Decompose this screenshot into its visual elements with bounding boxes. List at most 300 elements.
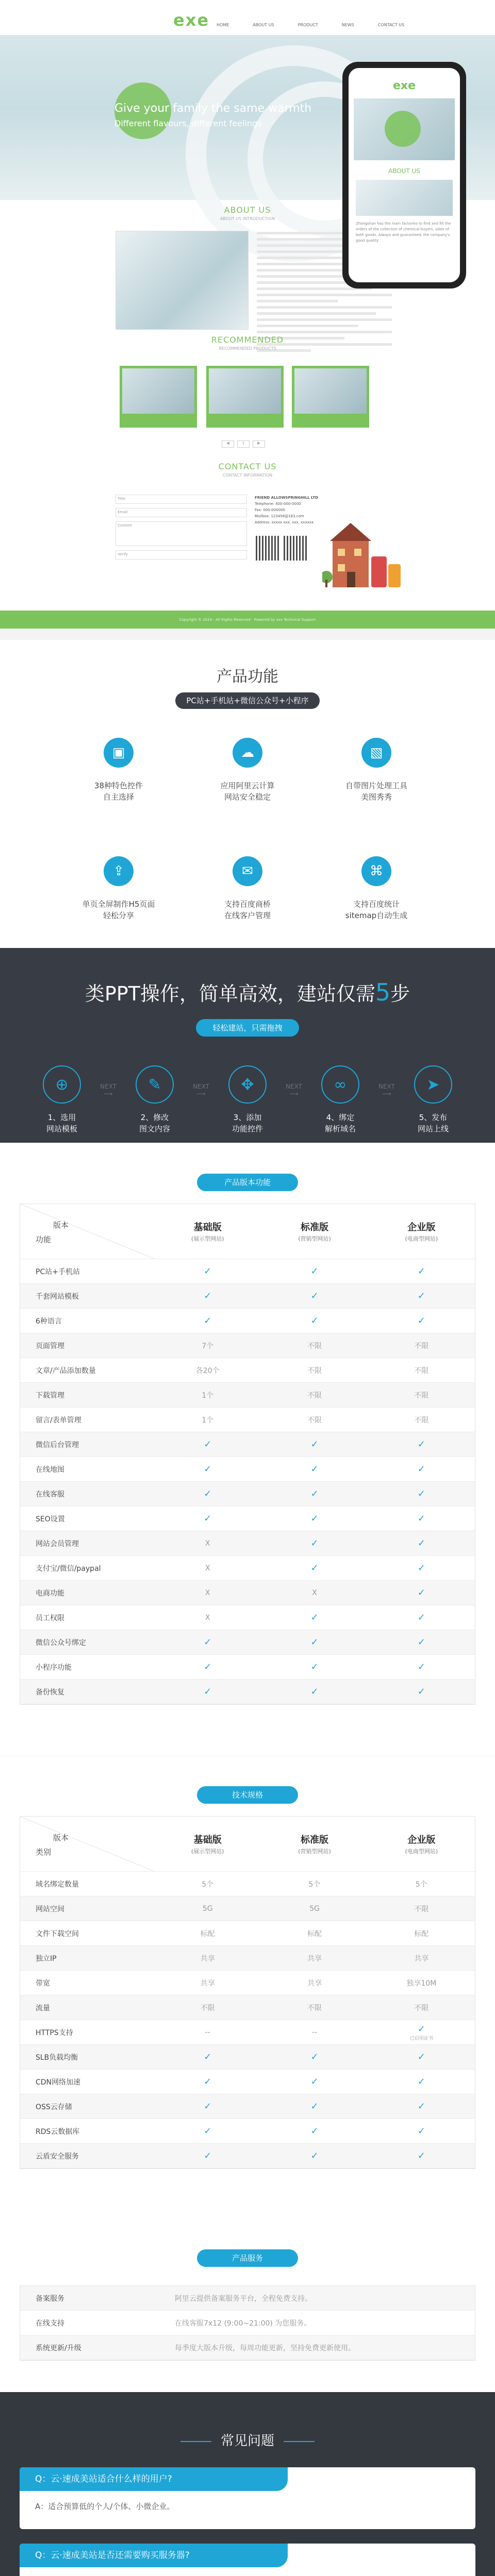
select-icon: ⊕	[43, 1065, 81, 1104]
cell-value: 共享	[414, 1954, 429, 1963]
table-row	[20, 1655, 475, 1680]
table-cell	[261, 1946, 368, 1971]
cell-value: 共享	[200, 1954, 215, 1963]
table-cell	[154, 2119, 261, 2144]
table-cell	[261, 1896, 368, 1921]
faq-answer: A：适合预算低的个人/个体、小微企业。	[35, 2502, 175, 2511]
preview-nav-item[interactable]: ABOUT US	[253, 23, 274, 27]
cloud-icon: ☁	[233, 738, 262, 768]
check-icon: ✓	[417, 1266, 425, 1277]
row-label	[20, 1946, 154, 1971]
feature-label: 单页全屏制作H5页面	[82, 900, 155, 909]
spec-section	[0, 1756, 495, 2209]
faq-title-text: 常见问题	[220, 2433, 274, 2449]
recommended-card[interactable]	[292, 366, 369, 428]
feature-label: 38种特色控件	[94, 781, 143, 790]
service-key: 系统更新/升级	[36, 2344, 81, 2352]
cell-value: 不限	[414, 1416, 429, 1425]
cell-value: 下载管理	[36, 1391, 64, 1400]
cell-value: 不限	[414, 1391, 429, 1400]
feature-label: 支持百度商桥	[224, 900, 271, 909]
sitemap-icon: ⌘	[361, 856, 391, 886]
plan-subtitle: (展示型网站)	[191, 1235, 224, 1242]
qr-code-image	[284, 536, 308, 561]
cell-value: 微信公众号绑定	[36, 1638, 86, 1647]
cell-value: 电商功能	[36, 1589, 64, 1598]
table-cell	[261, 1482, 368, 1506]
next-label: NEXT	[286, 1083, 302, 1090]
table-cell	[154, 2094, 261, 2119]
table-row	[20, 1309, 475, 1333]
check-icon: ✓	[417, 2023, 425, 2035]
table-cell	[154, 1284, 261, 1309]
check-icon: ✓	[310, 1291, 319, 1301]
row-label	[20, 1358, 154, 1383]
spec-table	[20, 1816, 475, 2169]
cell-value: X	[312, 1588, 317, 1597]
table-cell	[261, 1457, 368, 1482]
service-value: 在线客服7x12 (9:00~21:00) 为您服务。	[175, 2319, 311, 2328]
table-cell	[368, 1605, 475, 1630]
preview-nav-item[interactable]: PRODUCT	[298, 23, 318, 27]
table-cell	[261, 1655, 368, 1680]
row-label	[20, 2045, 154, 2070]
plan-column-header	[368, 1833, 475, 1855]
cell-value: 各20个	[195, 1366, 220, 1375]
cell-value: 1个	[202, 1391, 214, 1400]
cell-value: 5个	[308, 1880, 321, 1889]
row-label	[20, 1872, 154, 1896]
table-row	[20, 1506, 475, 1531]
preview-nav	[217, 23, 404, 27]
row-label	[20, 1457, 154, 1482]
cell-value: 文件下载空间	[36, 1929, 79, 1938]
features-badge: PC站+手机站+微信公众号+小程序	[175, 692, 320, 709]
table-cell	[154, 1630, 261, 1655]
step-number: 5、发布	[419, 1113, 448, 1122]
cell-value: 小程序功能	[36, 1663, 72, 1672]
step-label: 功能控件	[232, 1124, 263, 1133]
table-cell	[154, 1482, 261, 1506]
faq-question[interactable]: Q：云·速成美站适合什么样的用户?	[20, 2467, 288, 2491]
step-item	[217, 1065, 278, 1134]
table-cell	[154, 1995, 261, 2020]
cell-value: 7个	[202, 1342, 214, 1350]
row-label	[20, 2094, 154, 2119]
table-cell	[154, 1531, 261, 1556]
service-row	[20, 2311, 475, 2335]
table-cell	[154, 1971, 261, 1995]
version-title: 产品版本功能	[197, 1174, 298, 1191]
faq-item[interactable]	[20, 2467, 475, 2529]
cell-value: 5个	[415, 1880, 427, 1889]
cell-value: 云盾安全服务	[36, 2152, 79, 2161]
phone-hero	[354, 98, 455, 160]
table-cell	[368, 2045, 475, 2070]
table-cell	[261, 1333, 368, 1358]
cell-value: 文章/产品添加数量	[36, 1366, 96, 1375]
table-cell	[154, 1432, 261, 1457]
hero-headline: Give your family the same warmth	[114, 102, 312, 115]
faq-title	[0, 2430, 495, 2449]
table-row	[20, 1680, 475, 1704]
cell-value: 在线客服	[36, 1490, 64, 1499]
table-row	[20, 1995, 475, 2020]
faq-section	[0, 2392, 495, 2576]
share-icon: ⇪	[104, 856, 134, 886]
table-cell	[368, 1259, 475, 1284]
row-label	[20, 1556, 154, 1581]
faq-question[interactable]: Q：云·速成美站是否还需要购买服务器?	[20, 2544, 288, 2567]
check-icon: ✓	[310, 1513, 319, 1524]
table-cell	[368, 2119, 475, 2144]
recommended-card[interactable]	[206, 366, 284, 428]
form-verify-field[interactable]: Verify	[116, 550, 247, 560]
table-header-row	[20, 1204, 475, 1259]
info-line: Fax: 000-000000	[255, 508, 286, 512]
table-cell	[368, 1482, 475, 1506]
next-arrow: NEXT ⟶	[378, 1083, 395, 1097]
preview-recommended-sub: RECOMMENDED PRODUCTS	[219, 346, 276, 351]
info-line: Address: xxxxx xxx, xxx, xxxxxx	[255, 520, 314, 524]
cell-value: 备份恢复	[36, 1688, 64, 1697]
step-item	[31, 1065, 93, 1134]
plan-subtitle: (营销型网站)	[298, 1235, 331, 1242]
table-cell	[154, 1655, 261, 1680]
check-icon: ✓	[310, 2150, 319, 2161]
table-row	[20, 1581, 475, 1605]
step-item	[309, 1065, 371, 1134]
table-cell	[261, 1680, 368, 1704]
info-line: Telephone: 400-000-0000	[255, 502, 301, 506]
check-icon: ✓	[310, 1488, 319, 1499]
plan-subtitle: (营销型网站)	[298, 1848, 331, 1855]
cell-value: 流量	[36, 2004, 50, 2012]
table-cell	[154, 1556, 261, 1581]
edit-icon: ✎	[136, 1065, 174, 1104]
feature-item	[67, 738, 170, 803]
phone-about-text: Zhongshan has the main factories to find and fill the orders of the collection of chemical buyers, sales of both goods. Always and guaranteed, the company's good quality.	[356, 222, 451, 243]
preview-nav-item[interactable]: HOME	[217, 23, 229, 27]
preview-contact-title: CONTACT US	[218, 462, 277, 471]
header-diagonal-cell	[20, 1204, 154, 1259]
cell-value: 独立IP	[36, 1954, 57, 1963]
image-icon: ▧	[361, 738, 391, 768]
table-cell	[154, 1605, 261, 1630]
feature-sublabel: 在线客户管理	[224, 911, 271, 920]
cell-value: X	[205, 1564, 210, 1572]
check-icon: ✓	[204, 2101, 212, 2112]
check-icon: ✓	[310, 1266, 319, 1277]
page-number[interactable]: 1	[237, 440, 250, 448]
check-icon: ✓	[204, 1464, 212, 1475]
table-cell	[154, 1581, 261, 1605]
check-icon: ✓	[417, 2052, 425, 2062]
page-next-button[interactable]: ▶	[253, 440, 265, 448]
contact-info	[255, 495, 318, 526]
table-cell	[368, 1531, 475, 1556]
row-label	[20, 1921, 154, 1946]
feature-sublabel: 轻松分享	[103, 911, 134, 920]
check-icon: ✓	[310, 1612, 319, 1623]
service-title: 产品服务	[197, 2249, 298, 2267]
service-section	[0, 2209, 495, 2392]
cell-value: 不限	[307, 2004, 322, 2012]
feature-sublabel: sitemap自动生成	[345, 911, 408, 920]
next-label: NEXT	[100, 1083, 117, 1090]
cell-value: 标配	[200, 1929, 215, 1938]
row-label	[20, 1655, 154, 1680]
check-icon: ✓	[310, 2052, 319, 2062]
cell-value: 不限	[307, 1416, 322, 1425]
cell-value: 网站空间	[36, 1905, 64, 1913]
form-email-field[interactable]: Email	[116, 508, 247, 517]
table-cell	[368, 1655, 475, 1680]
service-key: 在线支持	[36, 2319, 64, 2328]
cell-value: 共享	[307, 1954, 322, 1963]
cell-value: 1个	[202, 1416, 214, 1425]
cell-value: 标配	[307, 1929, 322, 1938]
cell-value: 千套网站模板	[36, 1292, 79, 1301]
row-label	[20, 1971, 154, 1995]
table-cell	[261, 1921, 368, 1946]
check-icon: ✓	[204, 1686, 212, 1697]
check-icon: ✓	[310, 1315, 319, 1326]
check-icon: ✓	[417, 1488, 425, 1499]
table-row	[20, 1971, 475, 1995]
cell-value: 域名绑定数量	[36, 1880, 79, 1889]
contact-form	[116, 495, 247, 564]
table-cell	[154, 2144, 261, 2168]
table-cell	[261, 1383, 368, 1408]
company-name: FRIEND ALLOWSPRINGHILL LTD	[255, 496, 318, 500]
table-cell	[368, 1506, 475, 1531]
table-row	[20, 1383, 475, 1408]
cell-value: 不限	[414, 2004, 429, 2012]
table-cell	[261, 1531, 368, 1556]
table-cell	[368, 1971, 475, 1995]
feature-sublabel: 网站安全稳定	[224, 792, 271, 802]
cell-value: 5G	[309, 1904, 320, 1913]
plan-name: 企业版	[407, 1222, 436, 1233]
wechat-icon: ✉	[233, 856, 262, 886]
check-icon: ✓	[310, 1464, 319, 1475]
next-arrow: NEXT ⟶	[286, 1083, 302, 1097]
table-cell	[261, 2144, 368, 2168]
row-label	[20, 2119, 154, 2144]
cell-value: 5G	[202, 1904, 213, 1913]
feature-sublabel: 自主选择	[103, 792, 134, 802]
row-label	[20, 1383, 154, 1408]
table-cell	[261, 1284, 368, 1309]
next-label: NEXT	[193, 1083, 209, 1090]
cell-value: 员工权限	[36, 1614, 64, 1622]
table-cell	[368, 1630, 475, 1655]
check-icon: ✓	[204, 1513, 212, 1524]
check-icon: ✓	[310, 2101, 319, 2112]
table-row	[20, 2094, 475, 2119]
header-diagonal-cell	[20, 1817, 154, 1871]
table-cell	[368, 1872, 475, 1896]
cell-value: 标配	[414, 1929, 429, 1938]
table-cell	[368, 1995, 475, 2020]
features-title: 产品功能	[217, 668, 278, 686]
info-line: Mailbox: 123456@163.com	[255, 514, 304, 518]
send-icon: ➤	[414, 1065, 452, 1104]
feature-item	[325, 738, 428, 803]
header-category-label: 功能	[36, 1235, 52, 1244]
check-icon: ✓	[417, 1464, 425, 1475]
preview-contact-sub: CONTACT INFORMATION	[222, 473, 273, 478]
table-cell	[154, 2020, 261, 2045]
phone-screen	[349, 68, 460, 282]
service-value: 阿里云提供备案服务平台，全程免费支持。	[175, 2294, 312, 2303]
row-label	[20, 1506, 154, 1531]
cell-value: SLB负载均衡	[36, 2053, 78, 2062]
table-cell	[368, 2144, 475, 2168]
preview-nav-item[interactable]: NEWS	[341, 23, 354, 27]
table-cell	[368, 1581, 475, 1605]
check-icon: ✓	[204, 2126, 212, 2137]
form-content-field[interactable]: Content	[116, 521, 247, 546]
table-row	[20, 1872, 475, 1896]
check-icon: ✓	[310, 2126, 319, 2137]
table-cell	[154, 1921, 261, 1946]
table-cell	[154, 1408, 261, 1432]
table-cell	[261, 1259, 368, 1284]
check-icon: ✓	[417, 2101, 425, 2112]
feature-label: 支持百度统计	[353, 900, 400, 909]
check-icon: ✓	[417, 2126, 425, 2137]
step-label: 网站模板	[46, 1124, 77, 1133]
row-label	[20, 1630, 154, 1655]
cell-value: 不限	[307, 1342, 322, 1350]
cell-value: 留言/表单管理	[36, 1416, 81, 1425]
recommended-card[interactable]	[120, 366, 197, 428]
check-icon: ✓	[417, 1587, 425, 1598]
cell-value: 不限	[200, 2004, 215, 2012]
plan-column-header	[154, 1220, 261, 1243]
puzzle-icon: ✥	[228, 1065, 267, 1104]
cell-value: --	[311, 2028, 318, 2037]
row-label	[20, 1531, 154, 1556]
table-cell	[368, 1680, 475, 1704]
table-row	[20, 1333, 475, 1358]
https-note: 已启用证书	[409, 2036, 433, 2041]
cell-value: 带宽	[36, 1979, 50, 1988]
pagination	[222, 440, 265, 448]
check-icon: ✓	[204, 1291, 212, 1301]
table-cell	[368, 1358, 475, 1383]
step-label: 解析域名	[324, 1124, 356, 1133]
table-cell	[154, 2045, 261, 2070]
service-row	[20, 2286, 475, 2311]
table-row	[20, 1605, 475, 1630]
check-icon: ✓	[204, 1439, 212, 1450]
table-row	[20, 1408, 475, 1432]
header-category-label: 类别	[36, 1848, 52, 1857]
table-cell	[368, 1383, 475, 1408]
table-cell	[368, 1946, 475, 1971]
table-cell	[368, 1457, 475, 1482]
row-label	[20, 1259, 154, 1284]
preview-about-sub: ABOUT US INTRODUCTION	[220, 216, 275, 221]
preview-nav-item[interactable]: CONTACT US	[377, 23, 405, 27]
cell-value: CDN网络加速	[36, 2078, 81, 2087]
form-title-field[interactable]: Title	[116, 495, 247, 504]
table-cell	[261, 1408, 368, 1432]
cell-value: PC站+手机站	[36, 1267, 80, 1276]
service-table	[20, 2285, 475, 2361]
table-cell	[368, 1408, 475, 1432]
table-row	[20, 1896, 475, 1921]
plan-subtitle: (电商型网站)	[405, 1848, 438, 1855]
hero-subline: Different flavours, different feelings	[114, 118, 262, 128]
faq-item[interactable]	[20, 2544, 475, 2576]
plan-name: 基础版	[193, 1835, 222, 1845]
table-cell	[368, 1309, 475, 1333]
table-row	[20, 2070, 475, 2094]
check-icon: ✓	[310, 1686, 319, 1697]
steps-title-text: 类PPT操作，简单高效，建站仅需	[85, 982, 375, 1005]
cell-value: 独享10M	[406, 1979, 437, 1988]
header-version-label: 版本	[53, 1221, 69, 1230]
feature-label: 应用阿里云计算	[220, 781, 275, 790]
table-cell	[154, 1680, 261, 1704]
table-cell	[261, 1995, 368, 2020]
table-cell	[154, 1506, 261, 1531]
features-section	[0, 629, 495, 948]
table-row	[20, 1946, 475, 1971]
step-item	[124, 1065, 186, 1134]
plan-subtitle: (展示型网站)	[191, 1848, 224, 1855]
plan-column-header	[261, 1220, 368, 1243]
page-prev-button[interactable]: ◀	[222, 440, 234, 448]
step-label: 网站上线	[417, 1124, 449, 1133]
check-icon: ✓	[204, 1266, 212, 1277]
check-icon: ✓	[417, 1513, 425, 1524]
phone-about-title: ABOUT US	[388, 167, 420, 175]
table-row	[20, 2144, 475, 2168]
table-row	[20, 1556, 475, 1581]
row-label	[20, 1309, 154, 1333]
cell-value: X	[205, 1588, 210, 1597]
plan-name: 企业版	[407, 1835, 436, 1845]
table-cell	[368, 1896, 475, 1921]
table-cell	[154, 1333, 261, 1358]
row-label	[20, 1284, 154, 1309]
check-icon: ✓	[310, 1662, 319, 1672]
cell-value: --	[205, 2028, 210, 2037]
cell-value: 共享	[307, 1979, 322, 1988]
feature-item	[325, 856, 428, 921]
check-icon: ✓	[417, 1686, 425, 1697]
check-icon: ✓	[417, 1538, 425, 1549]
check-icon: ✓	[204, 2052, 212, 2062]
check-icon: ✓	[417, 1291, 425, 1301]
table-row	[20, 1921, 475, 1946]
step-label: 图文内容	[139, 1124, 170, 1133]
cell-value: 不限	[414, 1905, 429, 1913]
check-icon: ✓	[417, 2076, 425, 2087]
steps-title	[0, 978, 495, 1006]
phone-logo: exe	[392, 79, 416, 92]
table-cell	[261, 2045, 368, 2070]
cell-value: X	[205, 1539, 210, 1548]
faq-answer	[20, 2567, 475, 2576]
table-cell	[154, 1383, 261, 1408]
cell-value: 6种语言	[36, 1317, 62, 1326]
